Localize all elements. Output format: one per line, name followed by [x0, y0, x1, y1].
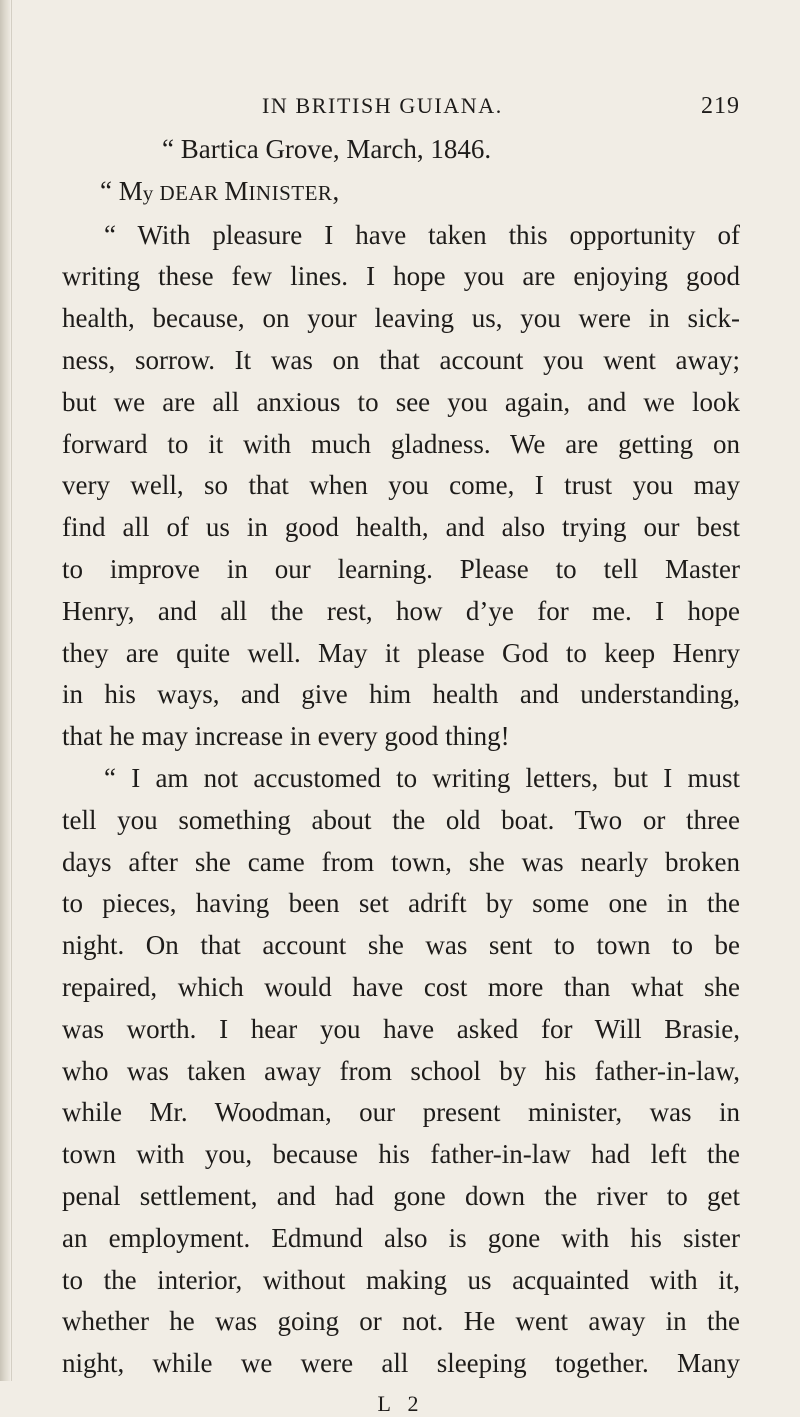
text-line: very well, so that when you come, I trust you may	[62, 470, 740, 501]
text-line: Henry, and all the rest, how d’ye for me. I hope	[62, 595, 740, 626]
salutation-dear: DEAR	[153, 180, 225, 205]
text-line: in his ways, and give him health and understanding,	[62, 679, 740, 710]
text-line: but we are all anxious to see you again, and we look	[62, 386, 740, 417]
page-binding-line	[11, 0, 12, 1381]
text-line: ness, sorrow. It was on that account you went away;	[62, 344, 740, 375]
text-line: forward to it with much gladness. We are getting on	[62, 428, 740, 459]
text-line: days after she came from town, she was nearly broken	[62, 846, 740, 877]
text-line: repaired, which would have cost more than what she	[62, 971, 740, 1002]
text-line: they are quite well. May it please God to keep Henry	[62, 637, 740, 668]
text-line: town with you, because his father-in-law had left the	[62, 1139, 740, 1170]
text-line: was worth. I hear you have asked for Will Brasie,	[62, 1013, 740, 1044]
text-line: an employment. Edmund also is gone with his sister	[62, 1222, 740, 1253]
salutation-my-rest: y	[142, 180, 154, 205]
page-number: 219	[701, 93, 740, 119]
text-line: whether he was going or not. He went away in the	[62, 1306, 740, 1337]
salutation-minister-initial: M	[224, 175, 249, 206]
text-line: that he may increase in every good thing!	[62, 721, 510, 752]
book-page	[62, 86, 740, 1417]
page-binding-edge	[0, 0, 10, 1381]
letter-dateline: “ Bartica Grove, March, 1846.	[162, 134, 492, 164]
text-line: to the interior, without making us acquainted with it,	[62, 1264, 740, 1295]
text-line: to improve in our learning. Please to tell Master	[62, 553, 740, 584]
text-line: health, because, on your leaving us, you were in sick-	[62, 303, 740, 334]
text-line: while Mr. Woodman, our present minister, was in	[62, 1097, 740, 1128]
text-line: who was taken away from school by his father-in-law,	[62, 1055, 740, 1086]
text-line: writing these few lines. I hope you are enjoying good	[62, 261, 740, 292]
salutation-open-quote: “	[100, 175, 119, 206]
text-line: “ I am not accustomed to writing letters, but I must	[104, 762, 740, 793]
text-line: to pieces, having been set adrift by some one in the	[62, 888, 740, 919]
salutation-comma: ,	[332, 175, 340, 206]
text-line: penal settlement, and had gone down the river to get	[62, 1180, 740, 1211]
text-line: night, while we were all sleeping together. Many	[62, 1348, 740, 1379]
text-line: find all of us in good health, and also trying our best	[62, 512, 740, 543]
text-line: tell you something about the old boat. Two or three	[62, 804, 740, 835]
salutation-my-initial: M	[118, 175, 143, 206]
running-head-title: IN BRITISH GUIANA.	[262, 93, 503, 118]
letter-salutation	[62, 171, 740, 215]
text-line: night. On that account she was sent to town to be	[62, 930, 740, 961]
letter-body	[62, 129, 740, 1385]
running-head	[62, 86, 740, 126]
salutation-minister-rest: INISTER	[248, 180, 333, 205]
signature-mark: L 2	[377, 1390, 425, 1416]
text-line: “ With pleasure I have taken this opportunity of	[104, 219, 740, 250]
